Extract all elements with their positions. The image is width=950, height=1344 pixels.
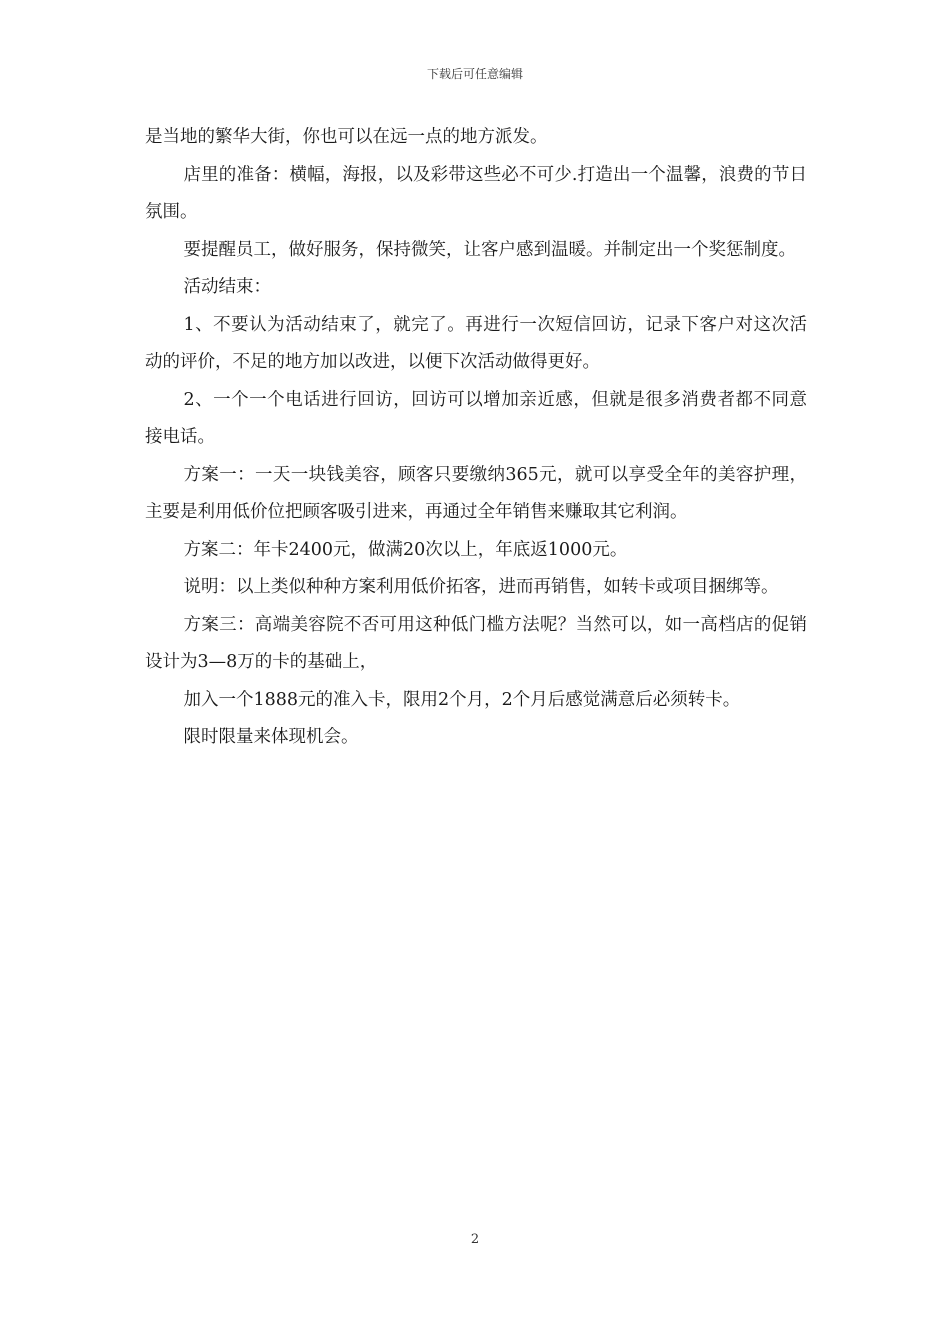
paragraph-followup-sms: 1、不要认为活动结束了，就完了。再进行一次短信回访，记录下客户对这次活动的评价，不足的地方加以改进，以便下次活动做得更好。: [145, 314, 807, 372]
paragraph-plan-two: 方案二：年卡2400元，做满20次以上，年底返1000元。: [183, 539, 628, 560]
paragraph-plan-one: 方案一：一天一块钱美容，顾客只要缴纳365元，就可以享受全年的美容护理，主要是利用低价位把顾客吸引进来，再通过全年销售来赚取其它利润。: [145, 464, 807, 522]
page-number: 2: [470, 1232, 480, 1247]
paragraph-followup-phone: 2、一个一个电话进行回访，回访可以增加亲近感，但就是很多消费者都不同意接电话。: [145, 389, 807, 447]
paragraph-entry-card: 加入一个1888元的准入卡，限用2个月，2个月后感觉满意后必须转卡。: [183, 689, 741, 710]
paragraph-event-end-heading: 活动结束：: [183, 277, 271, 297]
paragraph-explanation: 说明：以上类似种种方案利用低价拓客，进而再销售，如转卡或项目捆绑等。: [183, 577, 779, 597]
paragraph-store-preparation: 店里的准备：横幅，海报，以及彩带这些必不可少.打造出一个温馨，浪费的节日氛围。: [145, 164, 807, 222]
page-header: 下载后可任意编辑: [426, 67, 523, 81]
paragraph-plan-three: 方案三：高端美容院不否可用这种低门槛方法呢？当然可以，如一高档店的促销设计为3—8万的卡的基础上，: [145, 614, 807, 672]
paragraph-continuation: 是当地的繁华大街，你也可以在远一点的地方派发。: [145, 127, 548, 147]
paragraph-staff-reminder: 要提醒员工，做好服务，保持微笑，让客户感到温暖。并制定出一个奖惩制度。: [183, 239, 796, 260]
paragraph-limited-offer: 限时限量来体现机会。: [183, 727, 359, 747]
document-body: [145, 119, 807, 757]
